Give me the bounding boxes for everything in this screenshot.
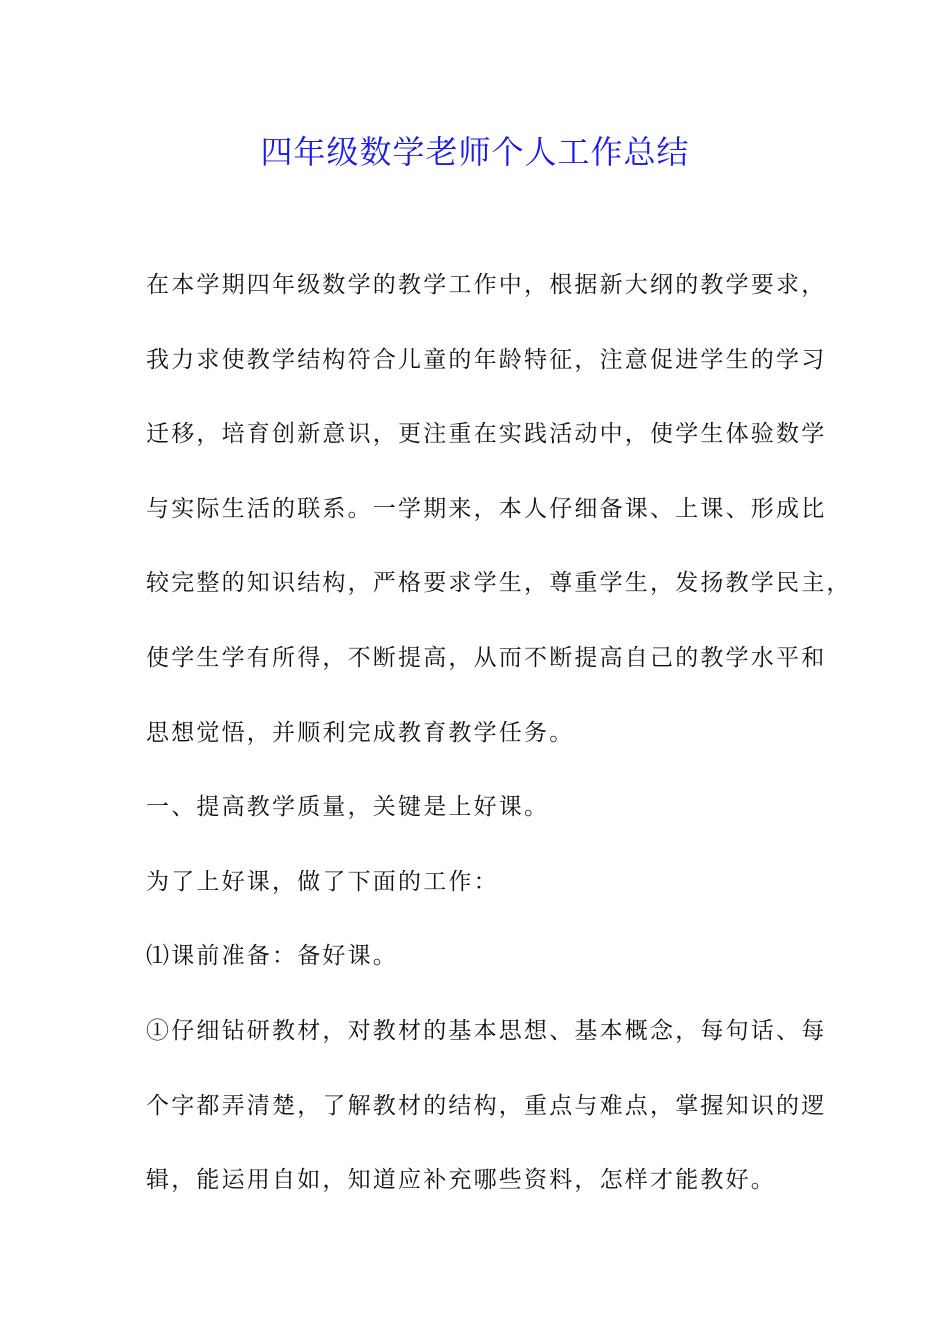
text-line: 与实际生活的联系。一学期来，本人仔细备课、上课、形成比 (146, 495, 827, 522)
document-body (146, 262, 852, 1232)
text-line: 较完整的知识结构，严格要求学生，尊重学生，发扬教学民主， (146, 570, 852, 597)
text-line: 迁移，培育创新意识，更注重在实践活动中，使学生体验数学 (146, 421, 827, 448)
text-line: 使学生学有所得，不断提高，从而不断提高自己的教学水平和 (146, 644, 827, 671)
text-line: 思想觉悟，并顺利完成教育教学任务。 (146, 719, 575, 746)
text-line: 个字都弄清楚，了解教材的结构，重点与难点，掌握知识的逻 (146, 1092, 827, 1119)
text-line: 在本学期四年级数学的教学工作中，根据新大纲的教学要求， (146, 272, 827, 298)
subsection-heading: ⑴课前准备：备好课。 (146, 943, 398, 970)
section-heading: 一、提高教学质量，关键是上好课。 (146, 794, 550, 821)
text-line: 为了上好课，做了下面的工作： (146, 868, 499, 895)
text-line: 我力求使教学结构符合儿童的年龄特征，注意促进学生的学习 (146, 346, 827, 373)
text-line: 辑，能运用自如，知道应补充哪些资料，怎样才能教好。 (146, 1167, 776, 1194)
document-title: 四年级数学老师个人工作总结 (260, 133, 690, 171)
text-line: ①仔细钻研教材，对教材的基本思想、基本概念，每句话、每 (146, 1017, 827, 1044)
